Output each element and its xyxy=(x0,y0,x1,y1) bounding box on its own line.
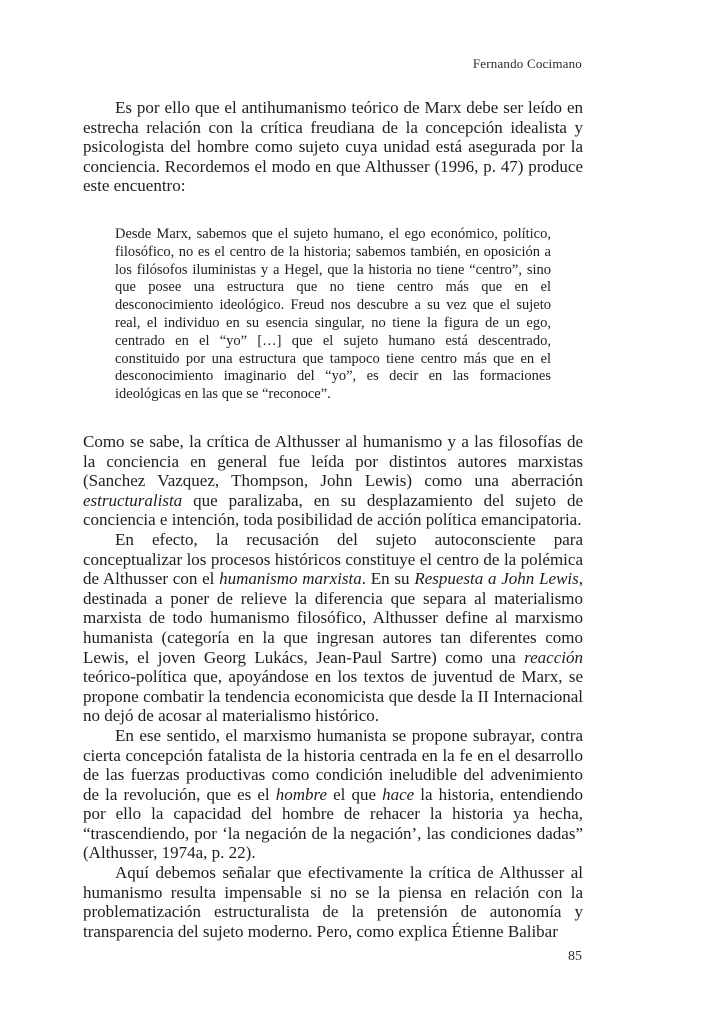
paragraph-2 xyxy=(83,432,583,530)
page-number: 85 xyxy=(568,949,582,964)
paragraph-4-text-c: el que xyxy=(327,784,383,804)
paragraph-2-text-a: Como se sabe, la crítica de Althusser al humanismo y a las filosofías de la conciencia en general fue leída por distintos autores marxistas (Sanchez Vazquez, Thompson, John Lewis) como una aberración xyxy=(83,432,583,491)
paragraph-3 xyxy=(83,530,583,726)
paragraph-4-italic-b: hombre xyxy=(275,784,328,804)
paragraph-5: Aquí debemos señalar que efectivamente la crítica de Althusser al humanismo resulta impensable si no se la piensa en relación con la problematización estructuralista de la pretensión de autonomía y transparencia del sujeto moderno. Pero, como explica Étienne Balibar xyxy=(83,863,583,941)
running-header: Fernando Cocimano xyxy=(472,56,582,71)
body-block xyxy=(83,432,583,941)
paragraph-3-text-g: teórico-política que, apoyándose en los textos de juventud de Marx, se propone combatir la tendencia economicista que desde la II Internacional no dejó de acosar al materialismo histórico. xyxy=(83,667,583,726)
paragraph-4-text-a: En ese sentido, el marxismo humanista se propone subrayar, contra cierta concepción fatalista de la historia centrada en la fe en el desarrollo de las fuerzas productivas como condición ineludible del advenimiento de la revolución, que es el xyxy=(83,725,583,804)
paragraph-3-text-a: En efecto, la recusación del sujeto autoconsciente para conceptualizar los procesos históricos constituye el centro de la polémica de Althusser con el xyxy=(83,529,583,589)
paragraph-4 xyxy=(83,726,583,863)
paragraph-4-italic-d: hace xyxy=(382,784,415,804)
intro-block xyxy=(83,98,583,196)
paragraph-4-text-e: la historia, entendiendo por ello la capacidad del hombre de rehacer la historia ya hecha, “trascendiendo, por ‘la negación de la negación’, las condiciones dadas” (Althusser, 1974a, p. 22). xyxy=(83,784,583,863)
paragraph-3-italic-f: reacción xyxy=(524,647,583,667)
paragraph-3-text-e: , destinada a poner de relieve la diferencia que separa al materialismo marxista de todo humanismo filosófico, Althusser define al marxismo humanista (categoría en la que ingresan autores tan diferentes como Lewis, el joven Georg Lukács, Jean-Paul Sartre) como una xyxy=(83,569,583,667)
paragraph-3-italic-b: humanismo marxista xyxy=(219,569,362,589)
paragraph-2-italic: estructuralista xyxy=(83,490,183,510)
paragraph-1: Es por ello que el antihumanismo teórico de Marx debe ser leído en estrecha relación con la crítica freudiana de la concepción idealista y psicologista del hombre como sujeto cuya unidad está asegurada por la conciencia. Recordemos el modo en que Althusser (1996, p. 47) produce este encuentro: xyxy=(83,98,583,196)
paragraph-2-text-c: que paralizaba, en su desplazamiento del sujeto de conciencia e intención, toda posibilidad de acción política emancipatoria. xyxy=(83,490,583,530)
paragraph-3-text-c: . En su xyxy=(361,569,415,589)
paragraph-3-italic-d: Respuesta a John Lewis xyxy=(414,569,579,589)
block-quote: Desde Marx, sabemos que el sujeto humano, el ego económico, político, filosófico, no es el centro de la historia; sabemos también, en oposición a los filósofos iluministas y a Hegel, que la historia no tiene “centro”, sino que posee una estructura que no tiene centro más que en el desconocimiento ideológico. Freud nos descubre a su vez que el sujeto real, el individuo en su esencia singular, no tiene la figura de un ego, centrado en el “yo” […] que el sujeto humano está descentrado, constituido por una estructura que tampoco tiene centro más que en el desconocimiento imaginario del “yo”, es decir en las formaciones ideológicas en las que se “reconoce”. xyxy=(115,226,551,403)
